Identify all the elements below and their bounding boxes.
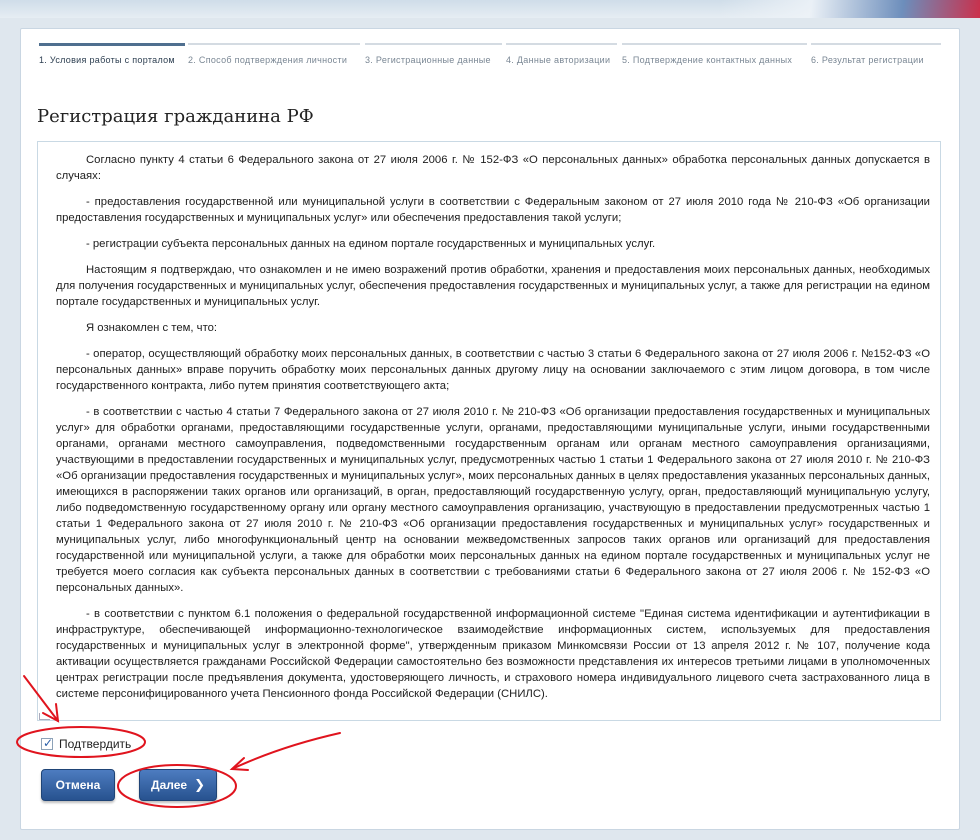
confirm-row[interactable] — [41, 736, 131, 752]
checkmark-icon: ✓ — [43, 736, 54, 750]
terms-text-area[interactable] — [37, 141, 941, 721]
step-2-label: 2. Способ подтверждения личности — [188, 55, 348, 65]
step-4 — [506, 43, 617, 87]
terms-paragraph: Настоящим я подтверждаю, что ознакомлен и не имею возражений против обработки, хранения и предоставления моих персональных данных, необходимых для получения государственных и муниципальных услуг, обеспечения предоставления государственных и муниципальных услуг, а также для регистрации на едином портале государственных и муниципальных услуг. — [56, 264, 930, 308]
confirm-checkbox[interactable] — [41, 738, 53, 750]
terms-paragraph: Согласно пункту 4 статьи 6 Федерального закона от 27 июля 2006 г. № 152-ФЗ «О персональных данных» обработка персональных данных допускается в случаях: — [56, 154, 930, 182]
step-6-label: 6. Результат регистрации — [811, 55, 924, 65]
confirm-label[interactable]: Подтвердить — [59, 737, 132, 751]
terms-paragraph: - в соответствии с пунктом 6.1 положения о федеральной государственной информационной системе "Единая система идентификации и аутентификации в инфраструктуре, обеспечивающей информационно-технологическое взаимодействие информационных систем, используемых для предоставления государственных и муниципальных услуг в электронной форме", утвержденным приказом Минкомсвязи России от 13 апреля 2012 г. № 107, получение кода активации осуществляется гражданами Российской Федерации самостоятельно без возможности представления их интересов третьими лицами в уполномоченных центрах регистрации после предъявления документа, удостоверяющего личность, и страхового номера индивидуального лицевого счета застрахованного лица в системе персонифицированного учета Пенсионного фонда Российской Федерации (СНИЛС). — [56, 608, 930, 700]
terms-paragraph: - регистрации субъекта персональных данных на едином портале государственных и муниципальных услуг. — [86, 238, 656, 250]
step-2 — [188, 43, 360, 87]
flag-decoration — [720, 0, 980, 18]
terms-paragraph: - оператор, осуществляющий обработку моих персональных данных, в соответствии с частью 3 статьи 6 Федерального закона от 27 июля 2006 г. №152-ФЗ «О персональных данных» вправе поручить обработку моих персональных данных другому лицу на основании заключаемого с этим лицом договора, в том числе государственного контракта, либо путем принятия соответствующего акта; — [56, 348, 930, 392]
step-5-label: 5. Подтверждение контактных данных — [622, 55, 793, 65]
terms-paragraph: Я ознакомлен с тем, что: — [86, 322, 218, 334]
terms-paragraph: - в соответствии с частью 4 статьи 7 Федерального закона от 27 июля 2010 г. № 210-ФЗ «Об организации предоставления государственных и муниципальных услуг» для обработки органами, предоставляющими государственные услуги, органами, предоставляющими муниципальные услуги, иными государственными органами, органами местного самоуправления, подведомственными государственным органам или органам местного самоуправления организациями, участвующими в предоставлении государственных и муниципальных услуг, предусмотренных частью 1 статьи 1 Федерального закона от 27 июля 2010 г. № 210-ФЗ «Об организации предоставления государственных и муниципальных услуг», моих персональных данных в целях предоставления указанных персональных данных, имеющихся в распоряжении таких органов или организаций, в орган, предоставляющий государственную услугу, орган, предоставляющий муниципальную услугу, либо подведомственную государственному органу или органу местного самоуправления организацию, участвующую в предоставлении предусмотренных частью 1 статьи 1 Федерального закона от 27 июля 2010 г. № 210-ФЗ «Об организации предоставления государственных и муниципальных услуг» государственных и муниципальных услуг, либо многофункциональный центр на основании межведомственных запросов таких органов или организаций для предоставления государственной или муниципальной услуги, а также для обработки моих персональных данных на едином портале государственных и муниципальных услуг не требуется моего согласия как субъекта персональных данных в соответствии с требованиями статьи 6 Федерального закона от 27 июля 2006 г. № 152-ФЗ «О персональных данных». — [56, 406, 930, 594]
resize-handle[interactable] — [39, 713, 50, 720]
step-5 — [622, 43, 807, 87]
cancel-button[interactable] — [41, 769, 115, 801]
step-4-label: 4. Данные авторизации — [506, 55, 611, 65]
top-banner — [0, 0, 980, 18]
next-button-label: Далее — [151, 778, 188, 792]
step-1 — [39, 43, 185, 87]
registration-panel — [20, 28, 960, 830]
cancel-button-label: Отмена — [55, 778, 101, 792]
step-3-label: 3. Регистрационные данные — [365, 55, 491, 65]
step-1-label: 1. Условия работы с порталом — [39, 55, 175, 65]
terms-paragraph: - предоставления государственной или муниципальной услуги в соответствии с Федеральным законом от 27 июля 2010 года № 210-ФЗ «Об организации предоставления государственных и муниципальных услуг» или обеспечения предоставления такой услуги; — [56, 196, 930, 224]
chevron-right-icon: ❯ — [194, 777, 205, 792]
registration-steps — [39, 43, 941, 87]
page-title: Регистрация гражданина РФ — [37, 106, 314, 127]
step-3 — [365, 43, 502, 87]
step-6 — [811, 43, 941, 87]
next-button[interactable] — [139, 769, 217, 801]
